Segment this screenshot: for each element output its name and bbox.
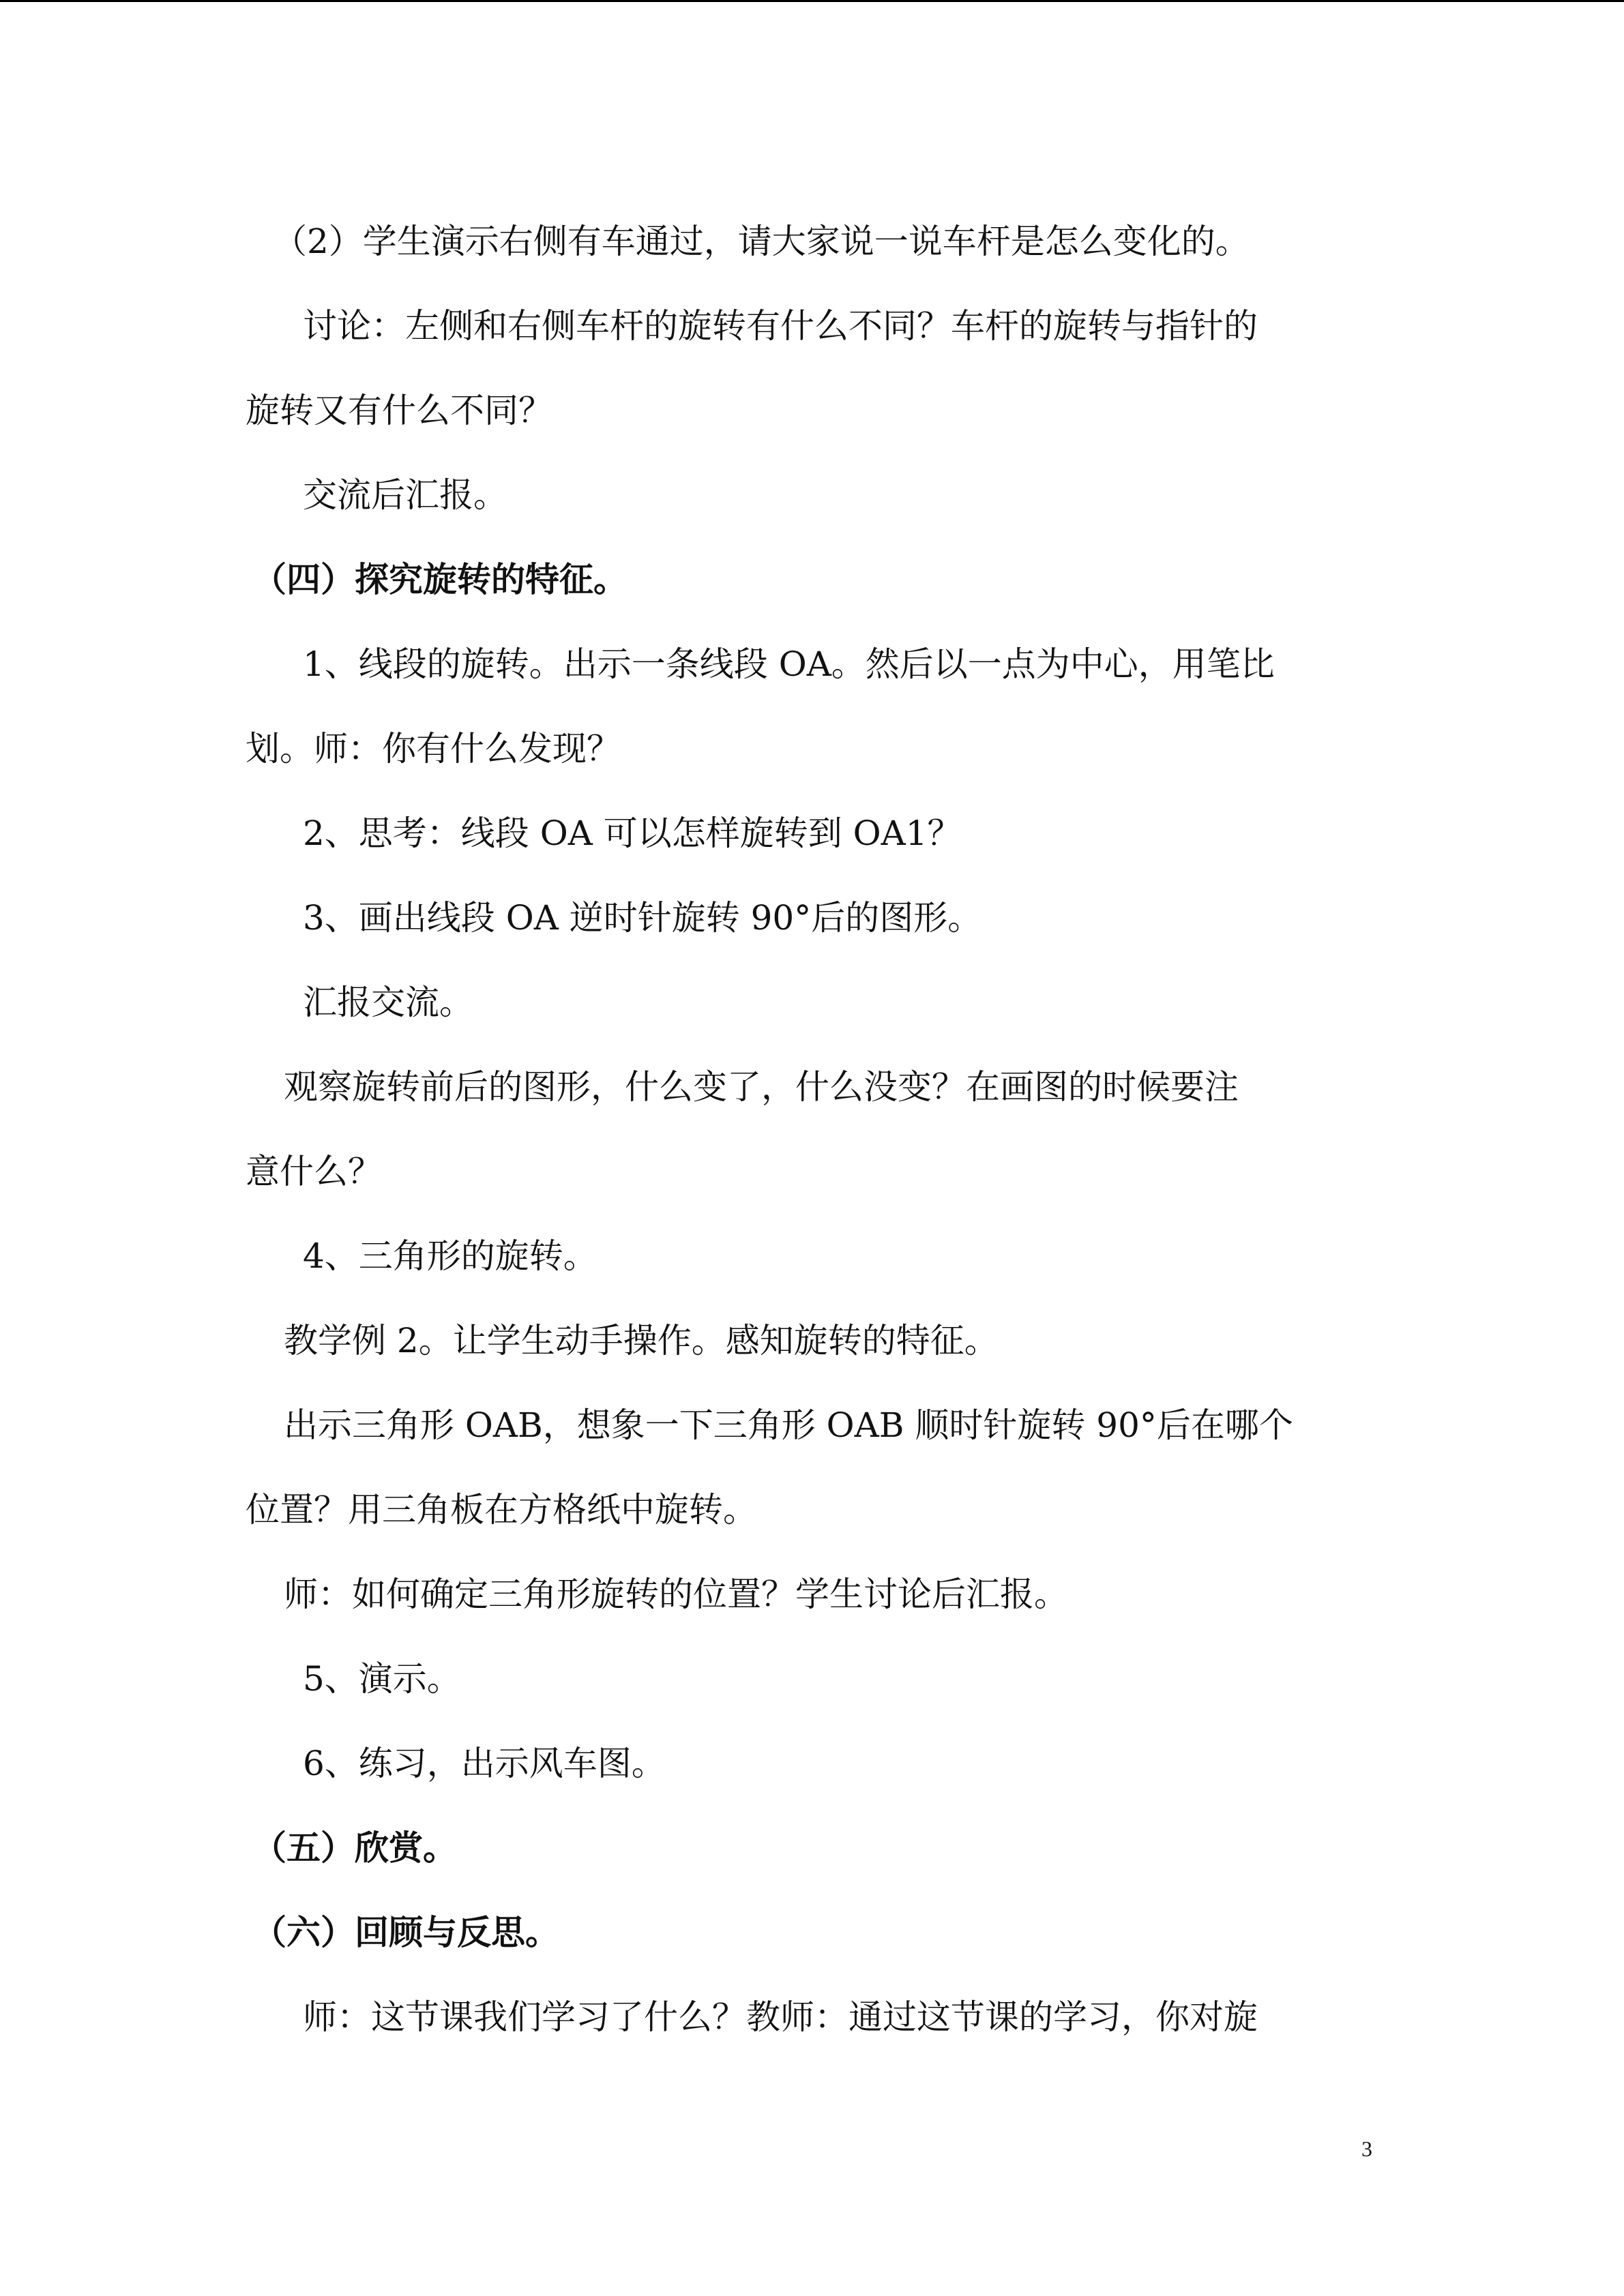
section-heading: （六）回顾与反思。 xyxy=(252,1912,559,1952)
body-text-line: 3、画出线段 OA 逆时针旋转 90°后的图形。 xyxy=(303,898,982,938)
body-text-line: 讨论：左侧和右侧车杆的旋转有什么不同？车杆的旋转与指针的 xyxy=(303,306,1258,346)
body-text-line: 汇报交流。 xyxy=(303,983,473,1022)
body-text-line: 旋转又有什么不同？ xyxy=(246,391,552,430)
body-text-line: 位置？用三角板在方格纸中旋转。 xyxy=(246,1490,757,1530)
body-text-line: （2）学生演示右侧有车通过，请大家说一说车杆是怎么变化的。 xyxy=(273,222,1250,261)
body-text-line: 师：如何确定三角形旋转的位置？学生讨论后汇报。 xyxy=(284,1575,1068,1614)
body-text-line: 划。师：你有什么发现？ xyxy=(246,729,621,769)
body-text-line: 教学例 2。让学生动手操作。感知旋转的特征。 xyxy=(284,1321,999,1360)
body-text-line: 交流后汇报。 xyxy=(303,475,507,515)
section-heading: （五）欣赏。 xyxy=(252,1828,457,1868)
body-text-line: 师：这节课我们学习了什么？教师：通过这节课的学习，你对旋 xyxy=(303,1997,1258,2037)
body-text-line: 观察旋转前后的图形，什么变了，什么没变？在画图的时候要注 xyxy=(284,1067,1239,1107)
body-text-line: 1、线段的旋转。出示一条线段 OA。然后以一点为中心，用笔比 xyxy=(303,644,1275,684)
body-text-line: 意什么？ xyxy=(246,1152,382,1191)
body-text-line: 4、三角形的旋转。 xyxy=(303,1236,597,1276)
page-number: 3 xyxy=(1361,2136,1372,2161)
body-text-line: 5、演示。 xyxy=(303,1659,461,1699)
body-text-line: 出示三角形 OAB，想象一下三角形 OAB 顺时针旋转 90°后在哪个 xyxy=(284,1405,1293,1445)
body-text-line: 2、思考：线段 OA 可以怎样旋转到 OA1？ xyxy=(303,814,962,853)
section-heading: （四）探究旋转的特征。 xyxy=(252,559,628,599)
body-text-line: 6、练习，出示风车图。 xyxy=(303,1744,666,1783)
